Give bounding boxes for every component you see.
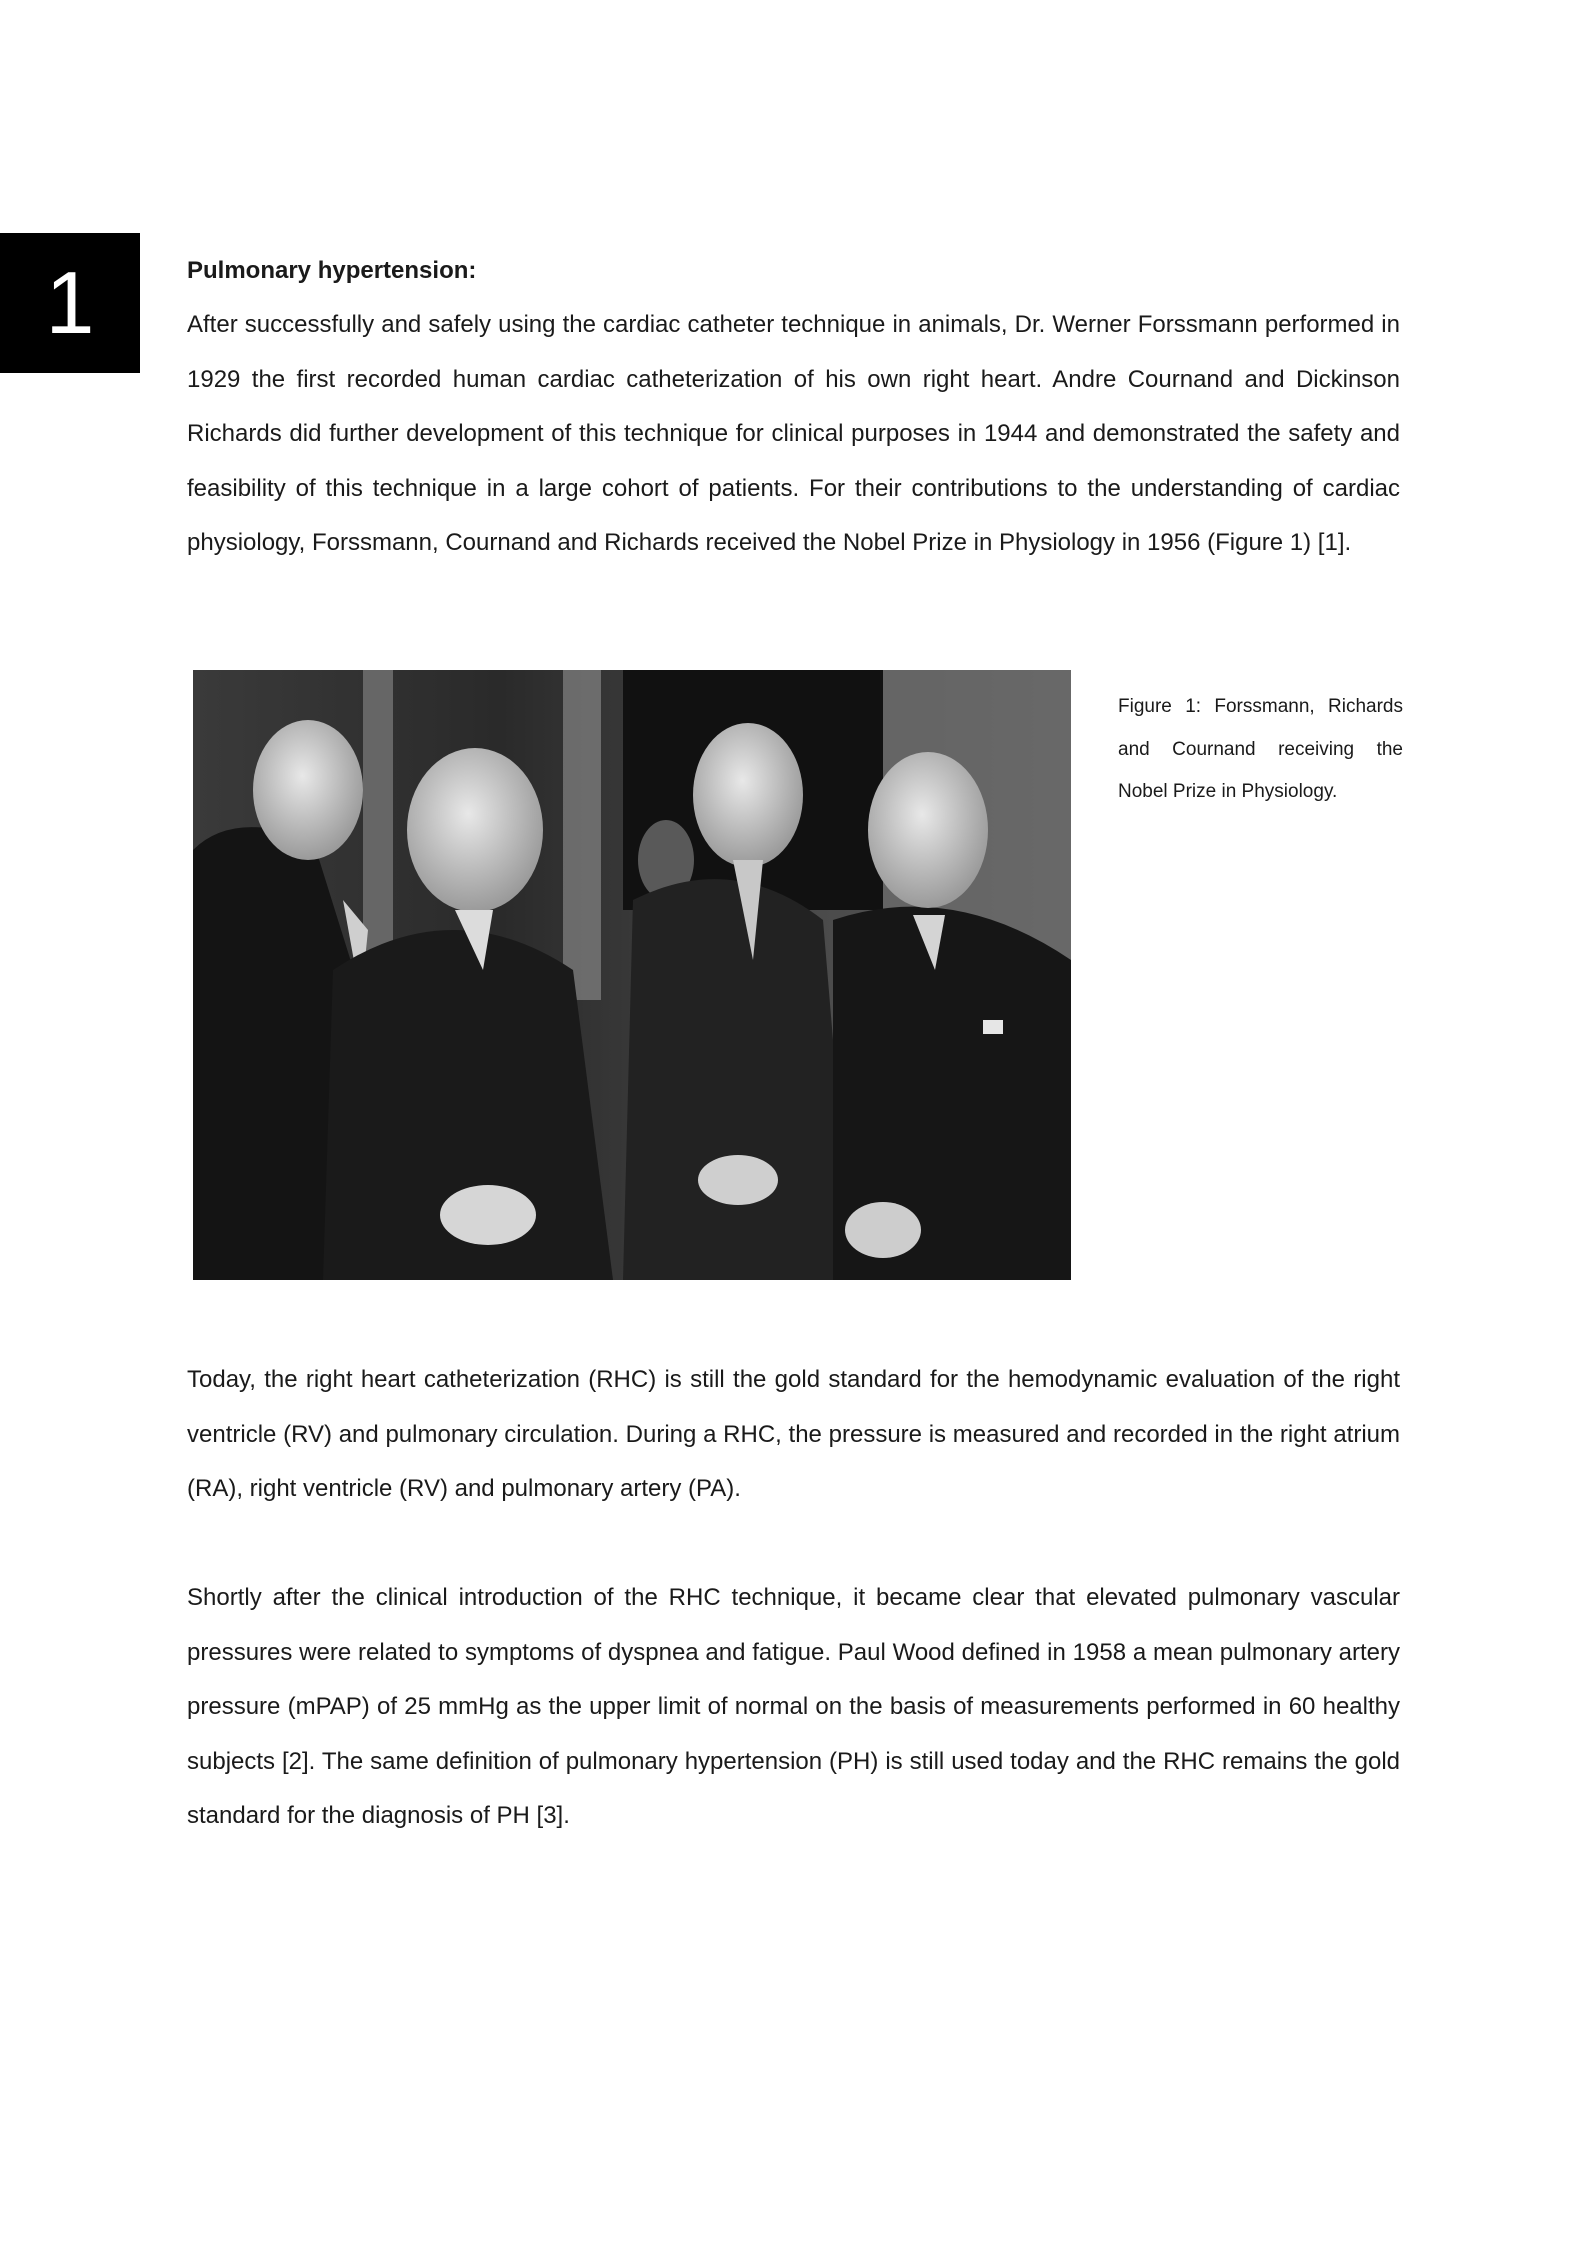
- paragraph-ph-definition: Shortly after the clinical introduction of the RHC technique, it became clear that elevated pulmonary vascular pressures were related to symptoms of dyspnea and fatigue. Paul Wood defined in 1958 a mean pulmonary artery pressure (mPAP) of 25 mmHg as the upper limit of normal on the basis of measurements performed in 60 healthy subjects [2]. The same definition of pulmonary hypertension (PH) is still used today and the RHC remains the gold standard for the diagnosis of PH [3].: [187, 1584, 1400, 1829]
- figure-caption: Figure 1: Forssmann, Richards and Cournand receiving the Nobel Prize in Physiology.: [1118, 696, 1403, 802]
- paragraph-rhc: Today, the right heart catheterization (RHC) is still the gold standard for the hemodynamic evaluation of the right ventricle (RV) and pulmonary circulation. During a RHC, the pressure is measured and recorded in the right atrium (RA), right ventricle (RV) and pulmonary artery (PA).: [187, 1366, 1400, 1502]
- section-heading: Pulmonary hypertension:: [187, 257, 477, 284]
- paragraph-intro: After successfully and safely using the cardiac catheter technique in animals, Dr. Werner Forssmann performed in 1929 the first recorded human cardiac catheterization of his own right heart. Andre Cournand and Dickinson Richards did further development of this technique for clinical purposes in 1944 and demonstrated the safety and feasibility of this technique in a large cohort of patients. For their contributions to the understanding of cardiac physiology, Forssmann, Cournand and Richards received the Nobel Prize in Physiology in 1956 (Figure 1) [1].: [187, 311, 1400, 556]
- figure-photo: [193, 670, 1071, 1280]
- chapter-number-tab: 1: [0, 233, 140, 373]
